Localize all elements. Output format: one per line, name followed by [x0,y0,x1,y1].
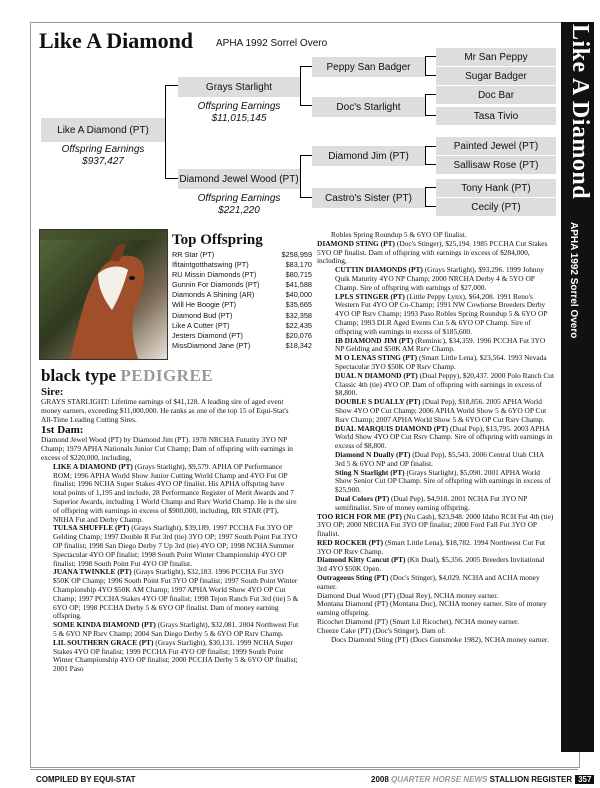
black-type-word: black type [41,366,117,385]
offspring-name: RU Missin Diamonds (PT) [172,270,257,280]
entry-text: (Grays Starlight), $5,090. 2001 APHA World Show Senior Cut OP Champ. Sire of offspring with earnings in excess of $25,900. [335,467,551,495]
entry-text: (Dual Pep), $13,795. 2003 APHA World Show 4YO OP Cut Rsrv Champ. Sire of offspring with earnings in excess of $8,800. [335,423,553,451]
entry-name: RED ROCKER (PT) [317,537,384,547]
offspring-entry [317,539,555,557]
entry-name: TOO RICH FOR ME (PT) [317,511,402,521]
pedigree-gen3: Doc's Starlight [312,97,425,117]
connector [165,85,166,179]
entry-name: DOUBLE S DUALLY (PT) [335,397,421,407]
offspring-entry [317,574,555,592]
offspring-earnings: $40,000 [285,290,312,300]
top-offspring-table [172,250,312,351]
offspring-entry [317,354,555,372]
entry-text: (Grays Starlight), $39,189. 1997 PCCHA Fut 3YO OP Gelding Champ; 1997 Double R Fut 3rd (tie) 3YO OP; 1997 South Point Fut 3YO OP finalist; 1998 San Diego Derby 7 Up 3rd (tie) 4YO OP; 1998 NCHA Summer Spectacular 4YO OP finalist; 1998 South Point Winter Championship 4YO OP finalist; 1998 South Point Fut 4YO OP finalist. [53,523,298,568]
entry-text: (Dual Pep), $5,543. 2006 Central Utah CHA 3rd 5 & 6YO NP and OP finalist. [335,449,544,468]
sire-heading: Sire: [41,386,64,398]
pedigree-gen3: Castro's Sister (PT) [312,188,425,208]
sire-earnings-value: $11,015,145 [211,113,267,124]
connector [425,56,426,76]
footer-publication: QUARTER HORSE NEWS [391,775,488,784]
offspring-name: Will He Boogie (PT) [172,300,237,310]
offspring-entry [317,600,555,618]
entry-text: (Smart Little Lena), $18,782. 1994 Northwest Cut Fut 3YO OP Rsrv Champ. [317,537,546,556]
entry-name: Sting N Starlight (PT) [335,467,405,477]
entry-text: (Grays Starlight), $93,296. 1999 Johnny Quik Maturity 4YO NP Champ; 2000 NRCHA Derby 4 & 5YO OP Champ. Sire of offspring with earnings of $27,000. [335,265,544,292]
subject-earnings-label: Offspring Earnings [61,144,145,155]
offspring-entry [317,337,555,355]
offspring-entry [317,451,555,469]
entry-name: LPLS STINGER (PT) [335,291,405,301]
page-subtitle: APHA 1992 Sorrel Overo [216,38,328,49]
offspring-earnings: $80,715 [285,270,312,280]
offspring-row [172,260,312,270]
offspring-name: Diamond Bud (PT) [172,310,233,320]
connector [425,164,436,165]
offspring-row [172,270,312,280]
entry-name: SOME KINDA DIAMOND (PT) [53,620,156,630]
dam-heading: 1st Dam: [41,424,84,437]
pedigree-gen4: Doc Bar [436,86,556,104]
entry-text: (Grays Starlight), $32,081. 2004 Northwest Fut 5 & 6YO NP Rsrv Champ; 2004 San Diego Derby 5 & 6YO OP Rsrv Champ. [53,620,299,638]
connector [425,94,426,116]
offspring-entry [41,639,299,674]
connector [425,206,436,207]
page-title: Like A Diamond [39,28,194,53]
offspring-earnings: $41,588 [285,280,312,290]
entry-text: (Doc's Stinger), $4,029. NCHA and ACHA money earner. [317,573,540,591]
sire-earnings [178,101,300,125]
pedigree-gen4: Tony Hank (PT) [436,179,556,197]
entry-text: (Little Peppy Lynx), $64,208. 1991 Reno's Western Fut 4YO OP Co-Champ; 1991 NW Cowhorse Breeders Derby 4YO OP Rsrv Champ; 1993 Paso Robles Spring Roundup 5 & 6YO OP Champ; 1993 DLR Aged Events Cut 5 & 6YO OP Champ. Sire of offspring with earnings in excess of $185,600. [335,291,548,336]
connector [425,115,436,116]
entry-name: TULSA SHUFFLE (PT) [53,523,130,533]
pedigree-dam: Diamond Jewel Wood (PT) [178,169,300,189]
horse-photo-art [40,230,167,359]
right-intro: Robles Spring Roundup 5 & 6YO OP finalist. [331,230,467,239]
entry-text: (Nu Cash), $23,948. 2000 Idaho RCH Fut 4th (tie) 3YO OP; 2000 NRCHA Fut 3YO OP finalist; 2000 Ford Fall Fut 3YO OP finalist. [317,511,554,539]
pedigree-gen4: Sallisaw Rose (PT) [436,156,556,174]
pedigree-sire: Grays Starlight [178,77,300,97]
sidebar-subtitle: APHA 1992 Sorrel Overo [568,222,579,339]
footer-register-label: STALLION REGISTER [489,775,573,784]
offspring-entry [41,524,299,568]
offspring-name: Ifitaintgotthatswing (PT) [172,260,249,270]
black-type-heading [41,366,213,386]
connector [425,187,426,207]
pedigree-gen4: Tasa Tivio [436,107,556,125]
connector [425,146,426,165]
pedigree-gen4: Sugar Badger [436,67,556,85]
offspring-earnings: $35,665 [285,300,312,310]
offspring-entry [41,621,299,639]
connector [300,197,312,198]
pedigree-word: PEDIGREE [120,366,214,385]
pedigree-gen4: Mr San Peppy [436,48,556,66]
offspring-row [172,321,312,331]
offspring-earnings: $258,959 [281,250,312,259]
offspring-entry [317,513,555,539]
entry-name: CUTTIN DIAMONDS (PT) [335,265,423,275]
offspring-entry [317,495,555,513]
offspring-row [172,311,312,321]
offspring-entry [317,372,555,398]
entry-name: IB DIAMOND JIM (PT) [335,335,414,345]
offspring-entry [41,568,299,621]
offspring-entry [317,293,555,337]
entry-text: (Smart Little Lena), $23,564. 1993 Nevada Spectacular 3YO $50K OP Rsrv Champ. [335,353,547,371]
connector [300,66,312,67]
sire-text: GRAYS STARLIGHT: Lifetime earnings of $41,128. A leading sire of aged event money earners, exceeding $11,000,000. He ranks as one of the top 15 of Equi-Stat's All-Time Leading Cutting Sires. [41,397,289,424]
offspring-entry [317,425,555,451]
offspring-name: RR Star (PT) [172,250,215,259]
pedigree-subject: Like A Diamond (PT) [41,118,165,142]
entry-name: LIKE A DIAMOND (PT) [53,461,133,471]
offspring-row [172,290,312,300]
entry-text: Cheeze Cake (PT) (Doc's Stinger), Dam of: [317,625,446,635]
offspring-row [172,341,312,351]
pedigree-gen4: Cecily (PT) [436,198,556,216]
entry-name: M O LENAS STING (PT) [335,353,418,363]
offspring-entry [317,266,555,292]
entry-text: (Grays Starlight), $9,579. APHA OP Performance ROM; 1996 APHA World Show Junior Cutting World Champ and 4YO Fut OP finalist; 1996 NCHA Super Stakes 4YO OP finalist. His APHA offspring have total points of 1,195 and include, 28 Performance Register of Merit Awards and 7 Superior Awards, including 1 World Champ and Rsrv World Champ. He is the sire of offspring with earnings in excess of $900,000, including, RR STAR (PT), NRHA Fut and Derby Champ. [53,461,297,524]
dam-text: Diamond Jewel Wood (PT) by Diamond Jim (PT). 1978 NRCHA Futurity 3YO NP Champ; 1979 APHA Nationals Junior Cut Champ; Dam of offspring with earnings in excess of $220,000, including, [41,435,293,462]
footer-rule [30,769,578,770]
entry-text: Ricochet Diamond (PT) (Smart Lil Ricochet), NCHA money earner. [317,617,519,627]
page-number: 357 [575,775,594,784]
connector [165,178,178,179]
offspring-row [172,331,312,341]
connector [425,94,436,95]
entry-text: (Reminic), $34,359. 1996 PCCHA Fut 3YO NP Gelding and $50K AM Rsrv Champ. [335,335,546,354]
offspring-name: Gunnin For Diamonds (PT) [172,280,260,290]
pedigree-gen4: Painted Jewel (PT) [436,137,556,155]
entry-text: (Grays Starlight), $32,183. 1996 PCCHA Fut 3YO $50K OP Champ; 1996 South Point Fut 3YO OP finalist; 1997 South Point Winter Championship 4YO $50K AM Champ; 1997 APHA World Show 4YO OP Cut Champ; 1997 PCCHA Stakes 4YO OP finalist; 1998 Tejon Ranch Fut 3rd (tie) 5 & 6YO OP; 1998 PCCHA Derby 5 & 6YO OP finalist. Dam of money earning offspring. [53,567,299,621]
footer-year: 2008 [371,775,389,784]
horse-photo [39,229,168,360]
offspring-earnings: $83,170 [285,260,312,270]
entry-name: Dual Colors (PT) [335,493,390,503]
connector [425,146,436,147]
connector [425,187,436,188]
offspring-row [172,250,312,260]
subject-earnings [41,144,165,168]
entry-text: (Doc's Stinger), $25,194. 1985 PCCHA Cut Stakes 5YO OP finalist. Dam of offspring with earnings in excess of $284,000, including, [317,238,548,266]
dam-earnings [178,193,300,217]
subject-earnings-value: $937,427 [82,156,124,167]
entry-text: (Dual Pep), $4,918. 2001 NCHA Fut 3YO NP semifinalist. Sire of money earning offspring. [335,493,528,512]
entry-text: (Dual Peppy), $20,437. 2000 Polo Ranch Cut Classic 4th (tie) 4YO OP. Dam of offspring with earnings in excess of $8,800. [335,370,555,398]
entry-name: Outrageous Sting (PT) [317,573,389,583]
top-offspring-title: Top Offspring [172,232,263,248]
entry-text: (Dual Pep), $18,856. 2005 APHA World Show 4YO OP Cut Champ; 2006 APHA World Show 5 & 6YO OP Cut Rsrv Champ; 2007 APHA World Show 5 & 6YO OP Cut Rsrv Champ. [335,397,547,424]
offspring-earnings: $18,342 [285,340,312,350]
diamond-sting-entry [317,240,555,266]
dam-earnings-value: $221,220 [218,205,260,216]
connector [300,155,312,156]
pedigree-gen3: Diamond Jim (PT) [312,146,425,166]
connector [300,105,312,106]
entry-text: (Grays Starlight), $30,131. 1999 NCHA Super Stakes 4YO OP finalist; 1999 PCCHA Fut 4YO OP finalist; 1999 South Point Winter Championship 4YO OP finalist; 2000 PCCHA Derby 5 & 6YO OP finalist; 2001 Paso [53,637,298,674]
offspring-name: MissDiamond Jane (PT) [172,340,251,350]
offspring-earnings: $22,435 [285,320,312,330]
dam-earnings-label: Offspring Earnings [197,193,281,204]
connector [425,56,436,57]
entry-name: DUAL N DIAMOND (PT) [335,370,418,380]
offspring-earnings: $32,358 [285,310,312,320]
footer-credit: COMPILED BY EQUI-STAT [36,775,136,784]
offspring-earnings: $20,076 [285,330,312,340]
connector [300,66,301,106]
offspring-entry: Docs Diamond Sting (PT) (Docs Gunsmoke 1982), NCHA money earner. [331,634,549,644]
connector [425,75,436,76]
entry-name: LIL SOUTHERN GRACE (PT) [53,637,154,647]
offspring-name: Diamonds A Shining (AR) [172,290,255,300]
offspring-entry [317,556,555,574]
offspring-name: Like A Cutter (PT) [172,320,230,330]
entry-name: DIAMOND STING (PT) [317,238,396,248]
entry-text: Diamond Dual Wood (PT) (Dual Rey), NCHA money earner. [317,590,499,600]
offspring-entry [317,398,555,424]
entry-text: Montana Diamond (PT) (Montana Doc), NCHA money earner. Sire of money earning offspring. [317,599,547,618]
entry-name: Diamond N Dually (PT) [335,449,411,459]
entry-name: DUAL MARQUIS DIAMOND (PT) [335,423,449,433]
entry-name: JUANA TWINKLE (PT) [53,567,132,577]
offspring-row [172,280,312,290]
footer-register [371,775,594,784]
offspring-entry [41,463,299,525]
offspring-row [172,300,312,310]
offspring-entry [317,469,555,495]
connector [300,155,301,198]
offspring-name: Jesters Diamond (PT) [172,330,243,340]
connector [165,85,178,86]
right-column [317,231,555,644]
pedigree-gen3: Peppy San Badger [312,57,425,77]
entry-name: Diamond Kitty Cancut (PT) [317,555,406,565]
sidebar-title: Like A Diamond [567,24,593,200]
sire-earnings-label: Offspring Earnings [197,101,281,112]
left-column [41,386,299,674]
entry-text: (Kit Dual), $5,356. 2005 Breeders Invitational 3rd 4YO $50K Open. [317,555,545,574]
